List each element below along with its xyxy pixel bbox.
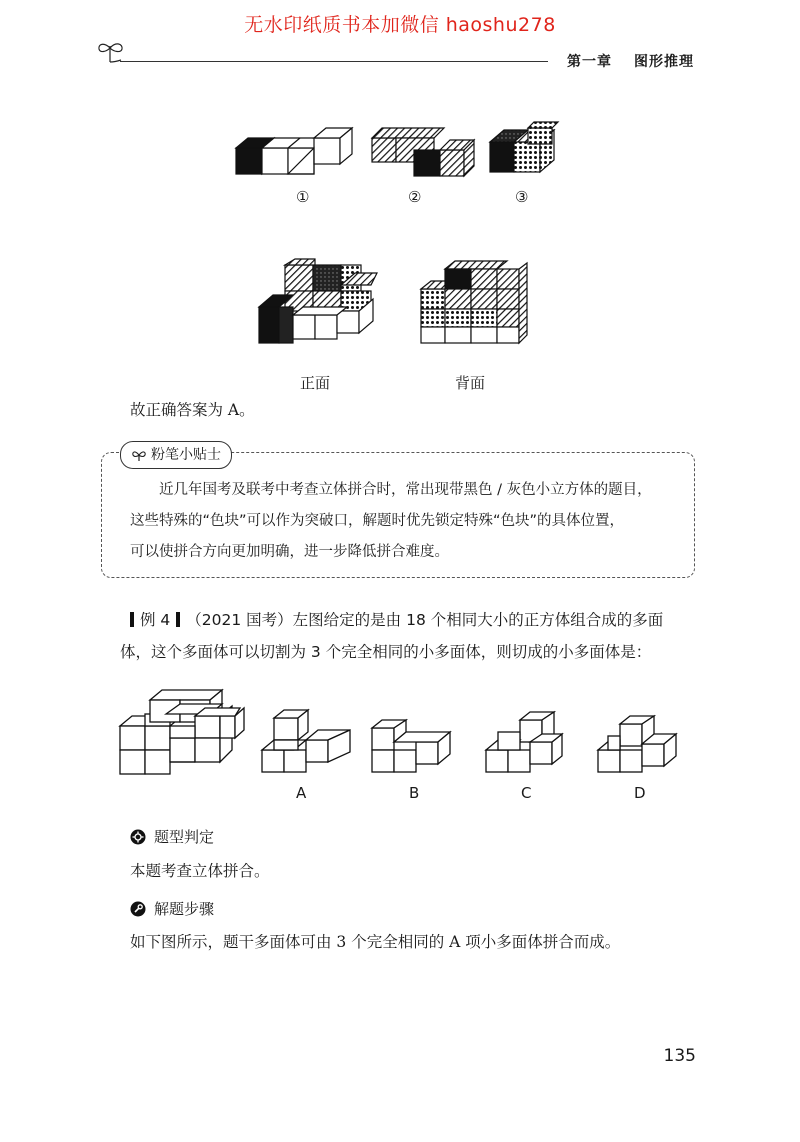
tips-line-3: 可以使拼合方向更加明确，进一步降低拼合难度。 <box>130 544 449 560</box>
question-type-heading <box>130 826 214 847</box>
solution-text: 如下图所示，题干多面体可由 3 个完全相同的 A 项小多面体拼合而成。 <box>130 933 621 951</box>
solution-title: 解题步骤 <box>154 900 215 918</box>
leaf-icon <box>131 448 147 462</box>
tips-line-2: 这些特殊的“色块”可以作为突破口，解题时优先锁定特殊“色块”的具体位置， <box>130 513 625 529</box>
chapter-label: 第一章 <box>567 54 612 70</box>
option-c-figure <box>486 712 562 772</box>
tips-line-1: 近几年国考及联考中考查立体拼合时，常出现带黑色 / 灰色小立方体的题目， <box>159 482 652 498</box>
figure-label-2: ② <box>408 188 422 206</box>
front-view-figure <box>259 259 377 343</box>
option-d-figure <box>598 716 676 772</box>
page-number: 135 <box>663 1046 696 1066</box>
option-a-label: A <box>296 784 307 802</box>
piece-1-figure <box>236 128 352 174</box>
back-view-label: 背面 <box>455 374 486 392</box>
example-question <box>120 604 710 668</box>
example-bar-right <box>176 612 180 627</box>
cube-pieces-figure <box>228 120 568 190</box>
gear-icon <box>130 829 146 845</box>
figure-label-1: ① <box>296 188 310 206</box>
figure-label-3: ③ <box>515 188 529 206</box>
tips-content <box>130 475 680 568</box>
wrench-icon <box>130 901 146 917</box>
question-type-text: 本题考查立体拼合。 <box>130 862 270 880</box>
back-view-figure <box>421 261 527 343</box>
tips-badge-label: 粉笔小贴士 <box>151 447 221 463</box>
front-view-label: 正面 <box>300 374 331 392</box>
answer-text: 故正确答案为 A。 <box>130 401 255 419</box>
example-line-2: 体，这个多面体可以切割为 3 个完全相同的小多面体，则切成的小多面体是： <box>120 643 652 661</box>
running-header <box>567 51 694 71</box>
example-tag: 例 4 <box>140 611 171 629</box>
solution-heading <box>130 898 214 919</box>
polyhedron-options-figure <box>110 680 700 780</box>
option-b-label: B <box>409 784 420 802</box>
given-polyhedron-figure <box>120 690 244 774</box>
option-a-figure <box>262 710 350 772</box>
option-b-figure <box>372 720 450 772</box>
watermark-text: 无水印纸质书本加微信 haoshu278 <box>244 14 556 36</box>
piece-2-figure <box>372 128 474 176</box>
header-rule <box>120 61 548 62</box>
question-type-title: 题型判定 <box>154 828 215 846</box>
tips-badge <box>120 441 232 469</box>
option-d-label: D <box>634 784 646 802</box>
example-line-1: （2021 国考）左图给定的是由 18 个相同大小的正方体组合成的多面 <box>186 611 664 629</box>
section-label: 图形推理 <box>634 54 694 70</box>
assembled-views-figure <box>255 255 555 355</box>
piece-3-figure <box>490 122 558 172</box>
example-bar-left <box>130 612 134 627</box>
option-c-label: C <box>521 784 532 802</box>
